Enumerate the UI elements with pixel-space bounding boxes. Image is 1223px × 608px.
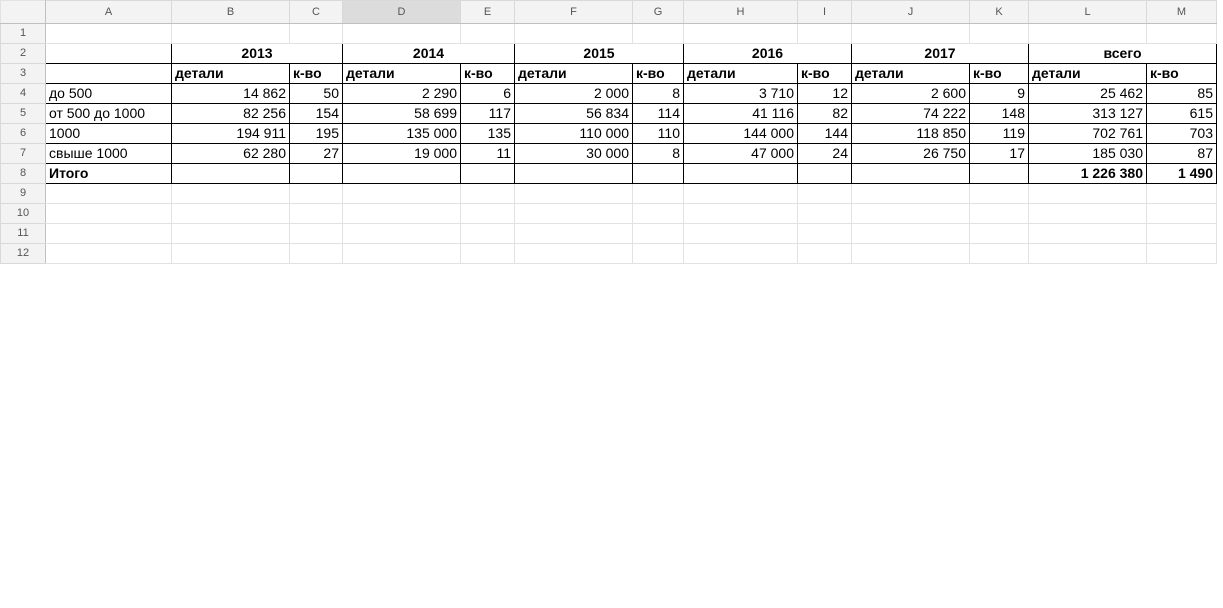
cell[interactable] — [852, 164, 970, 184]
cell-value[interactable]: 194 911 — [172, 124, 290, 144]
cell-value[interactable]: 12 — [798, 84, 852, 104]
column-header-k[interactable]: K — [970, 1, 1029, 24]
column-header-a[interactable]: A — [46, 1, 172, 24]
cell-value[interactable]: 119 — [970, 124, 1029, 144]
cell[interactable] — [684, 24, 798, 44]
cell[interactable] — [290, 204, 343, 224]
row-label[interactable]: до 500 — [46, 84, 172, 104]
column-header-j[interactable]: J — [852, 1, 970, 24]
cell[interactable] — [970, 24, 1029, 44]
cell-value[interactable]: 50 — [290, 84, 343, 104]
cell-value[interactable]: 25 462 — [1029, 84, 1147, 104]
subheader-details[interactable]: детали — [172, 64, 290, 84]
cell[interactable] — [515, 244, 633, 264]
row-header[interactable]: 11 — [1, 224, 46, 244]
cell-value[interactable]: 8 — [633, 144, 684, 164]
cell-value[interactable]: 56 834 — [515, 104, 633, 124]
spreadsheet-grid — [0, 0, 1217, 264]
cell-value[interactable]: 144 — [798, 124, 852, 144]
row-header[interactable]: 4 — [1, 84, 46, 104]
cell-value[interactable]: 114 — [633, 104, 684, 124]
year-header-2013[interactable]: 2013 — [172, 44, 343, 64]
column-header-e[interactable]: E — [461, 1, 515, 24]
cell[interactable] — [798, 164, 852, 184]
column-header-g[interactable]: G — [633, 1, 684, 24]
cell[interactable] — [46, 184, 172, 204]
row-header[interactable]: 6 — [1, 124, 46, 144]
cell[interactable] — [798, 24, 852, 44]
cell[interactable] — [633, 184, 684, 204]
cell[interactable] — [46, 224, 172, 244]
cell[interactable] — [290, 224, 343, 244]
cell[interactable] — [172, 244, 290, 264]
cell[interactable] — [46, 44, 172, 64]
cell[interactable] — [343, 224, 461, 244]
cell[interactable] — [1029, 24, 1147, 44]
cell[interactable] — [1147, 224, 1217, 244]
cell[interactable] — [172, 24, 290, 44]
column-header-b[interactable]: B — [172, 1, 290, 24]
cell-value[interactable]: 148 — [970, 104, 1029, 124]
row-header[interactable]: 3 — [1, 64, 46, 84]
column-header-c[interactable]: C — [290, 1, 343, 24]
cell[interactable] — [46, 244, 172, 264]
cell[interactable] — [684, 164, 798, 184]
subheader-details[interactable]: детали — [1029, 64, 1147, 84]
cell-value[interactable]: 702 761 — [1029, 124, 1147, 144]
select-all-corner[interactable] — [1, 1, 46, 24]
data-row — [1, 144, 1217, 164]
cell[interactable] — [684, 204, 798, 224]
cell[interactable] — [46, 24, 172, 44]
cell-value[interactable]: 185 030 — [1029, 144, 1147, 164]
cell[interactable] — [172, 224, 290, 244]
sheet-row — [1, 244, 1217, 264]
cell[interactable] — [461, 224, 515, 244]
cell[interactable] — [290, 24, 343, 44]
cell-value[interactable]: 41 116 — [684, 104, 798, 124]
cell[interactable] — [852, 204, 970, 224]
cell[interactable] — [1029, 204, 1147, 224]
row-header[interactable]: 1 — [1, 24, 46, 44]
cell[interactable] — [798, 204, 852, 224]
cell[interactable] — [290, 184, 343, 204]
cell[interactable] — [515, 184, 633, 204]
sheet-row — [1, 184, 1217, 204]
cell[interactable] — [461, 24, 515, 44]
total-qty[interactable]: 1 490 — [1147, 164, 1217, 184]
subheader-qty[interactable]: к-во — [798, 64, 852, 84]
year-header-2017[interactable]: 2017 — [852, 44, 1029, 64]
row-header[interactable]: 9 — [1, 184, 46, 204]
year-header-2015[interactable]: 2015 — [515, 44, 684, 64]
cell-value[interactable]: 6 — [461, 84, 515, 104]
row-header[interactable]: 10 — [1, 204, 46, 224]
cell-value[interactable]: 313 127 — [1029, 104, 1147, 124]
cell-value[interactable]: 703 — [1147, 124, 1217, 144]
sheet-row — [1, 204, 1217, 224]
total-row — [1, 164, 1217, 184]
subheader-qty[interactable]: к-во — [1147, 64, 1217, 84]
cell[interactable] — [172, 184, 290, 204]
cell-value[interactable]: 2 600 — [852, 84, 970, 104]
cell[interactable] — [798, 224, 852, 244]
cell[interactable] — [852, 244, 970, 264]
total-details[interactable]: 1 226 380 — [1029, 164, 1147, 184]
column-header-l[interactable]: L — [1029, 1, 1147, 24]
row-header[interactable]: 12 — [1, 244, 46, 264]
cell-value[interactable]: 195 — [290, 124, 343, 144]
cell[interactable] — [970, 244, 1029, 264]
cell[interactable] — [46, 64, 172, 84]
total-label[interactable]: Итого — [46, 164, 172, 184]
cell[interactable] — [633, 24, 684, 44]
data-row — [1, 104, 1217, 124]
cell[interactable] — [515, 164, 633, 184]
cell[interactable] — [684, 184, 798, 204]
sheet-row — [1, 44, 1217, 64]
cell[interactable] — [633, 244, 684, 264]
row-header[interactable]: 7 — [1, 144, 46, 164]
cell[interactable] — [515, 204, 633, 224]
cell-value[interactable]: 11 — [461, 144, 515, 164]
cell[interactable] — [633, 204, 684, 224]
cell-value[interactable]: 24 — [798, 144, 852, 164]
cell-value[interactable]: 117 — [461, 104, 515, 124]
cell[interactable] — [970, 204, 1029, 224]
cell-value[interactable]: 615 — [1147, 104, 1217, 124]
cell-value[interactable]: 2 000 — [515, 84, 633, 104]
cell[interactable] — [461, 164, 515, 184]
cell[interactable] — [461, 244, 515, 264]
cell-value[interactable]: 62 280 — [172, 144, 290, 164]
cell[interactable] — [343, 244, 461, 264]
cell[interactable] — [172, 164, 290, 184]
cell-value[interactable]: 82 — [798, 104, 852, 124]
cell-value[interactable]: 118 850 — [852, 124, 970, 144]
row-header[interactable]: 8 — [1, 164, 46, 184]
sheet-row — [1, 24, 1217, 44]
cell-value[interactable]: 135 000 — [343, 124, 461, 144]
row-label[interactable]: от 500 до 1000 — [46, 104, 172, 124]
cell-value[interactable]: 110 — [633, 124, 684, 144]
subheader-details[interactable]: детали — [852, 64, 970, 84]
row-header[interactable]: 5 — [1, 104, 46, 124]
cell-value[interactable]: 74 222 — [852, 104, 970, 124]
cell-value[interactable]: 135 — [461, 124, 515, 144]
cell[interactable] — [515, 24, 633, 44]
cell[interactable] — [798, 244, 852, 264]
cell-value[interactable]: 82 256 — [172, 104, 290, 124]
subheader-qty[interactable]: к-во — [970, 64, 1029, 84]
subheader-qty[interactable]: к-во — [461, 64, 515, 84]
cell-value[interactable]: 2 290 — [343, 84, 461, 104]
cell-value[interactable]: 3 710 — [684, 84, 798, 104]
subheader-details[interactable]: детали — [684, 64, 798, 84]
cell-value[interactable]: 47 000 — [684, 144, 798, 164]
cell[interactable] — [343, 164, 461, 184]
cell-value[interactable]: 27 — [290, 144, 343, 164]
cell-value[interactable]: 30 000 — [515, 144, 633, 164]
cell[interactable] — [1029, 224, 1147, 244]
cell[interactable] — [633, 224, 684, 244]
cell[interactable] — [970, 224, 1029, 244]
column-header-f[interactable]: F — [515, 1, 633, 24]
subheader-qty[interactable]: к-во — [290, 64, 343, 84]
cell-value[interactable]: 154 — [290, 104, 343, 124]
subheader-details[interactable]: детали — [515, 64, 633, 84]
year-header-2016[interactable]: 2016 — [684, 44, 852, 64]
cell[interactable] — [515, 224, 633, 244]
column-header-row — [1, 1, 1217, 24]
column-header-m[interactable]: M — [1147, 1, 1217, 24]
subheader-details[interactable]: детали — [343, 64, 461, 84]
subheader-qty[interactable]: к-во — [633, 64, 684, 84]
cell-value[interactable]: 8 — [633, 84, 684, 104]
cell[interactable] — [343, 184, 461, 204]
cell[interactable] — [798, 184, 852, 204]
row-header[interactable]: 2 — [1, 44, 46, 64]
cell[interactable] — [633, 164, 684, 184]
data-row — [1, 124, 1217, 144]
cell[interactable] — [461, 184, 515, 204]
cell[interactable] — [461, 204, 515, 224]
cell-value[interactable]: 110 000 — [515, 124, 633, 144]
cell[interactable] — [852, 184, 970, 204]
cell-value[interactable]: 85 — [1147, 84, 1217, 104]
cell[interactable] — [343, 204, 461, 224]
cell-value[interactable]: 26 750 — [852, 144, 970, 164]
column-header-h[interactable]: H — [684, 1, 798, 24]
cell[interactable] — [684, 224, 798, 244]
data-row — [1, 84, 1217, 104]
cell[interactable] — [852, 224, 970, 244]
cell[interactable] — [1147, 244, 1217, 264]
cell[interactable] — [684, 244, 798, 264]
row-label[interactable]: свыше 1000 — [46, 144, 172, 164]
cell[interactable] — [1147, 184, 1217, 204]
cell[interactable] — [970, 164, 1029, 184]
cell-value[interactable]: 17 — [970, 144, 1029, 164]
cell[interactable] — [290, 164, 343, 184]
cell[interactable] — [1147, 24, 1217, 44]
cell[interactable] — [970, 184, 1029, 204]
cell[interactable] — [343, 24, 461, 44]
cell[interactable] — [1147, 204, 1217, 224]
cell-value[interactable]: 19 000 — [343, 144, 461, 164]
cell-value[interactable]: 14 862 — [172, 84, 290, 104]
column-header-d[interactable]: D — [343, 1, 461, 24]
cell[interactable] — [46, 204, 172, 224]
cell[interactable] — [172, 204, 290, 224]
cell-value[interactable]: 9 — [970, 84, 1029, 104]
row-label[interactable]: 1000 — [46, 124, 172, 144]
cell[interactable] — [852, 24, 970, 44]
cell[interactable] — [1029, 244, 1147, 264]
year-header-total[interactable]: всего — [1029, 44, 1217, 64]
cell[interactable] — [1029, 184, 1147, 204]
sheet-row — [1, 224, 1217, 244]
cell[interactable] — [290, 244, 343, 264]
sheet-row — [1, 64, 1217, 84]
cell-value[interactable]: 58 699 — [343, 104, 461, 124]
cell-value[interactable]: 87 — [1147, 144, 1217, 164]
column-header-i[interactable]: I — [798, 1, 852, 24]
cell-value[interactable]: 144 000 — [684, 124, 798, 144]
year-header-2014[interactable]: 2014 — [343, 44, 515, 64]
